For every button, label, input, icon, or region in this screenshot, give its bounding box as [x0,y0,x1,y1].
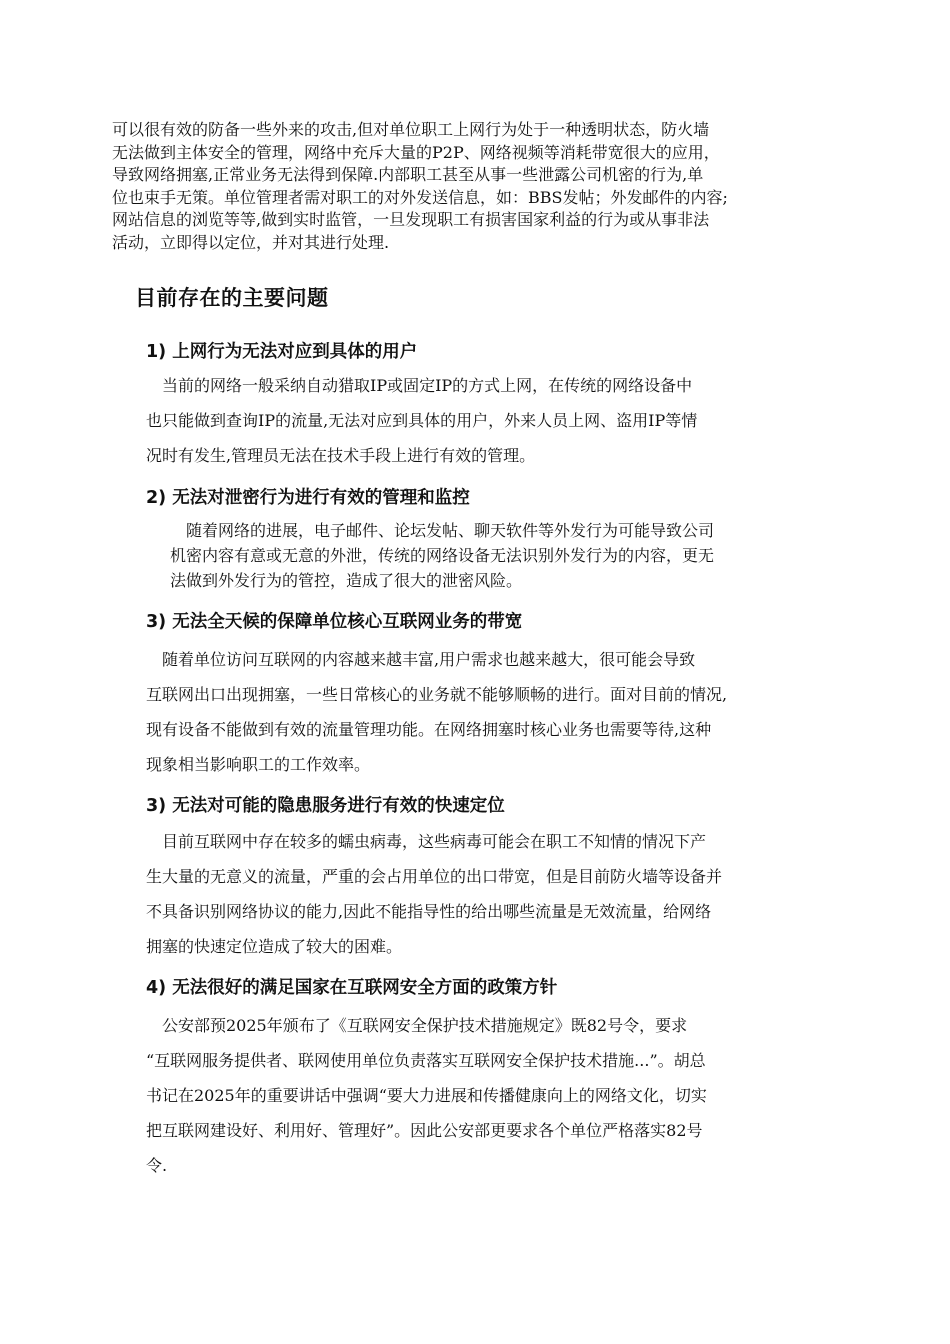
section-heading-2: 2) 无法对泄密行为进行有效的管理和监控 [146,488,470,508]
paragraph-line: 不具备识别网络协议的能力,因此不能指导性的给出哪些流量是无效流量，给网络 [146,902,712,921]
paragraph-line: 目前互联网中存在较多的蠕虫病毒，这些病毒可能会在职工不知情的情况下产 [146,832,707,851]
intro-paragraph [112,119,852,254]
section-heading-1: 1) 上网行为无法对应到具体的用户 [146,342,418,362]
paragraph-line: 生大量的无意义的流量，严重的会占用单位的出口带宽，但是目前防火墙等设备并 [146,867,723,886]
paragraph-line: 机密内容有意或无意的外泄，传统的网络设备无法识别外发行为的内容，更无 [170,546,715,565]
intro-line: 导致网络拥塞,正常业务无法得到保障.内部职工甚至从事一些泄露公司机密的行为,单 [112,165,704,184]
paragraph-line: 互联网出口出现拥塞，一些日常核心的业务就不能够顺畅的进行。面对目前的情况, [146,685,728,704]
main-heading: 目前存在的主要问题 [135,286,329,310]
section-paragraph-4 [146,824,846,964]
intro-line: 位也束手无策。单位管理者需对职工的对外发送信息，如：BBS发帖；外发邮件的内容; [112,187,728,207]
section-paragraph-5 [146,1008,846,1183]
paragraph-line: 书记在2025年的重要讲话中强调“要大力进展和传播健康向上的网络文化，切实 [146,1086,707,1105]
section-paragraph-3 [146,642,846,782]
paragraph-line: 也只能做到查询IP的流量,无法对应到具体的用户，外来人员上网、盗用IP等情 [146,411,698,430]
paragraph-line: 法做到外发行为的管控，造成了很大的泄密风险。 [170,571,523,590]
paragraph-line: 况时有发生,管理员无法在技术手段上进行有效的管理。 [146,446,536,465]
paragraph-line: “互联网服务提供者、联网使用单位负责落实互联网安全保护技术措施...”。胡总 [146,1051,706,1070]
section-paragraph-1 [146,368,846,473]
paragraph-line: 令. [146,1156,168,1175]
intro-line: 网站信息的浏览等等,做到实时监管，一旦发现职工有损害国家利益的行为或从事非法 [112,210,710,229]
paragraph-line: 现象相当影响职工的工作效率。 [146,755,371,774]
paragraph-line: 随着网络的进展，电子邮件、论坛发帖、聊天软件等外发行为可能导致公司 [170,521,715,540]
intro-line: 活动，立即得以定位，并对其进行处理. [112,232,390,252]
paragraph-line: 当前的网络一般采纳自动猎取IP或固定IP的方式上网，在传统的网络设备中 [146,376,693,395]
paragraph-line: 随着单位访问互联网的内容越来越丰富,用户需求也越来越大，很可能会导致 [146,650,696,669]
paragraph-line: 现有设备不能做到有效的流量管理功能。在网络拥塞时核心业务也需要等待,这种 [146,720,712,739]
intro-line: 无法做到主体安全的管理，网络中充斥大量的P2P、网络视频等消耗带宽很大的应用， [112,142,720,162]
section-heading-5: 4) 无法很好的满足国家在互联网安全方面的政策方针 [146,978,558,998]
paragraph-line: 拥塞的快速定位造成了较大的困难。 [146,937,403,956]
section-paragraph-2 [170,518,850,593]
intro-line: 可以很有效的防备一些外来的攻击,但对单位职工上网行为处于一种透明状态，防火墙 [112,120,710,139]
section-heading-3: 3) 无法全天候的保障单位核心互联网业务的带宽 [146,612,523,632]
paragraph-line: 把互联网建设好、利用好、管理好”。因此公安部更要求各个单位严格落实82号 [146,1121,703,1140]
section-heading-4: 3) 无法对可能的隐患服务进行有效的快速定位 [146,796,505,816]
paragraph-line: 公安部预2025年颁布了《互联网安全保护技术措施规定》既82号令，要求 [146,1016,688,1035]
